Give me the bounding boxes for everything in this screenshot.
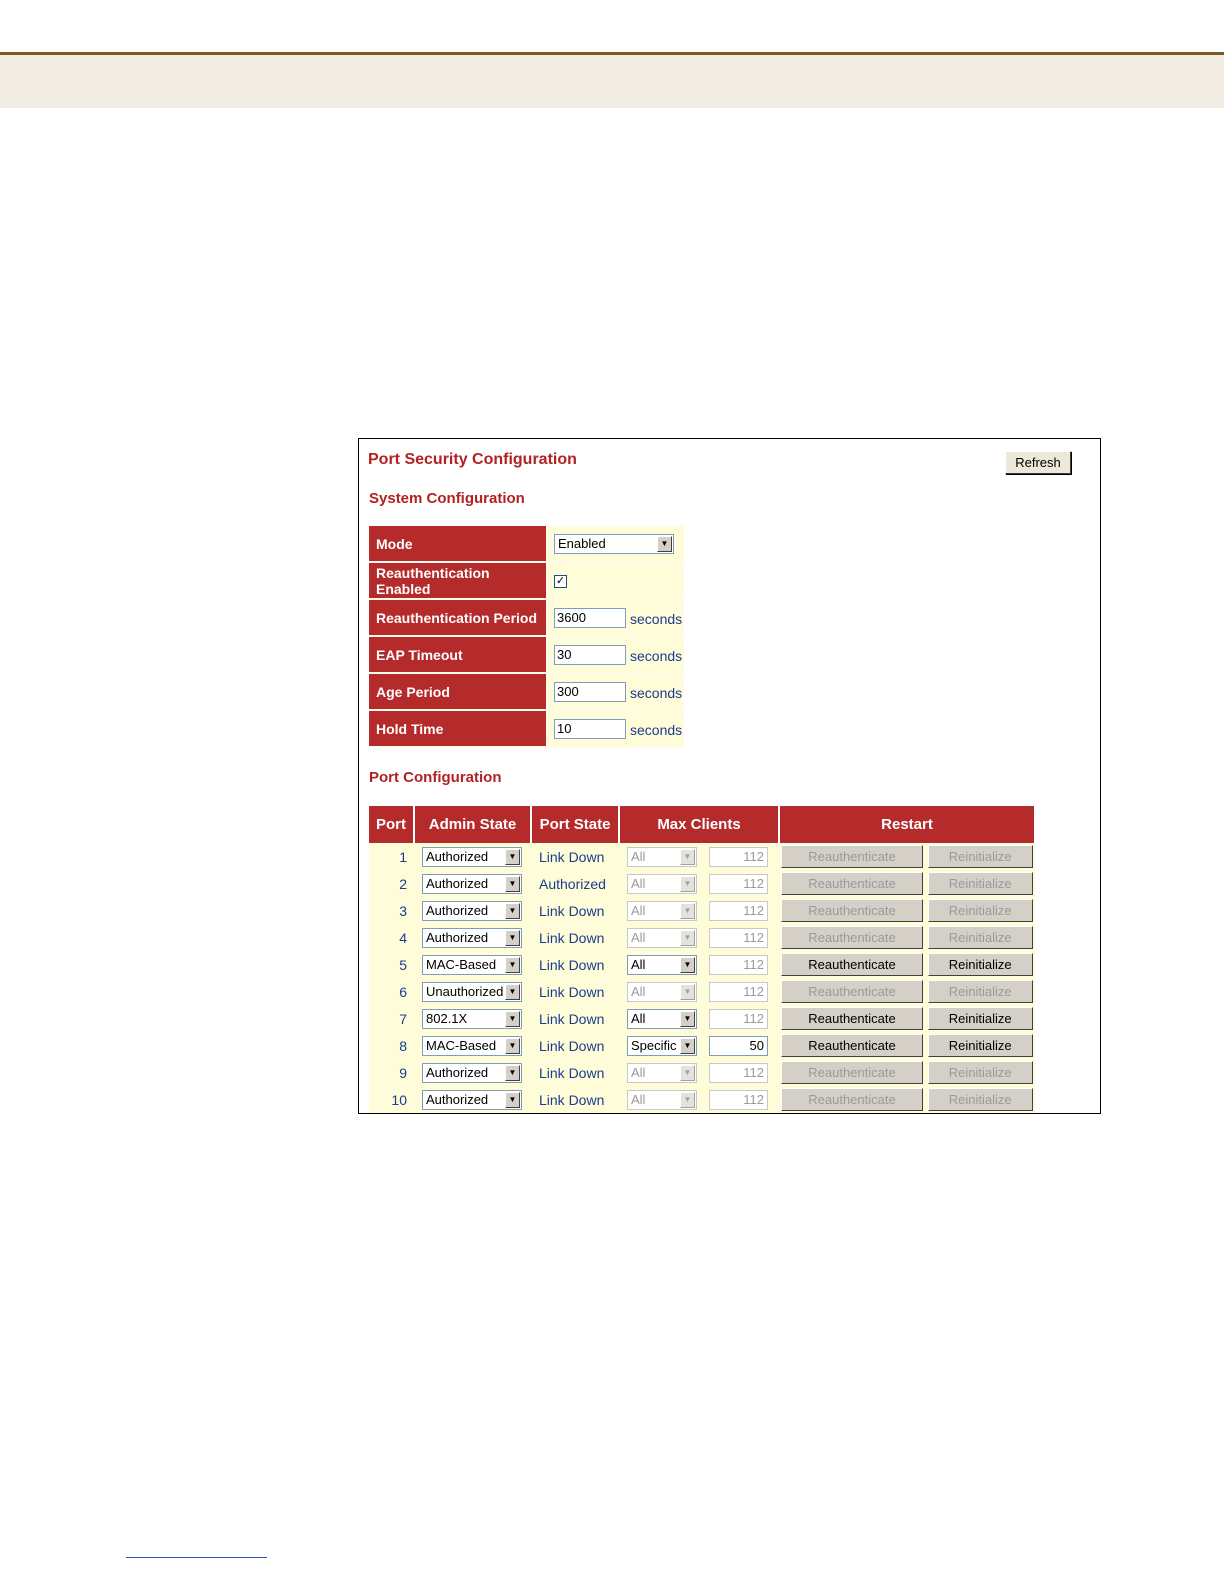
reauth-period-row xyxy=(369,599,684,636)
max-clients-count-input[interactable]: 112 xyxy=(709,874,768,894)
col-restart: Restart xyxy=(779,806,1035,843)
chevron-down-icon: ▼ xyxy=(505,1011,520,1027)
eap-timeout-input[interactable]: 30 xyxy=(554,645,626,665)
port-state: Link Down xyxy=(531,1059,619,1086)
table-row xyxy=(369,924,1035,951)
reinitialize-button[interactable]: Reinitialize xyxy=(928,953,1033,976)
port-number: 1 xyxy=(369,843,414,870)
reauthenticate-button[interactable]: Reauthenticate xyxy=(781,845,923,868)
table-row xyxy=(369,1032,1035,1059)
chevron-down-icon: ▼ xyxy=(505,1092,520,1108)
table-row xyxy=(369,978,1035,1005)
port-number: 10 xyxy=(369,1086,414,1113)
chevron-down-icon: ▼ xyxy=(680,1038,695,1054)
eap-timeout-row xyxy=(369,636,684,673)
max-clients-count-input[interactable]: 112 xyxy=(709,901,768,921)
max-clients-select[interactable]: All ▼ xyxy=(627,1090,697,1110)
page-title: Port Security Configuration xyxy=(368,451,577,468)
col-admin-state: Admin State xyxy=(414,806,531,843)
chevron-down-icon: ▼ xyxy=(680,849,695,865)
reinitialize-button[interactable]: Reinitialize xyxy=(928,1034,1033,1057)
reauthenticate-button[interactable]: Reauthenticate xyxy=(781,926,923,949)
admin-state-select[interactable]: MAC-Based ▼ xyxy=(422,1036,522,1056)
admin-state-select[interactable]: Authorized ▼ xyxy=(422,901,522,921)
chevron-down-icon: ▼ xyxy=(680,1011,695,1027)
reinitialize-button[interactable]: Reinitialize xyxy=(928,1061,1033,1084)
chevron-down-icon: ▼ xyxy=(505,984,520,1000)
chevron-down-icon: ▼ xyxy=(657,536,672,552)
col-port-state: Port State xyxy=(531,806,619,843)
reinitialize-button[interactable]: Reinitialize xyxy=(928,1007,1033,1030)
max-clients-count-input[interactable]: 112 xyxy=(709,928,768,948)
max-clients-select[interactable]: All ▼ xyxy=(627,847,697,867)
reauthenticate-button[interactable]: Reauthenticate xyxy=(781,899,923,922)
reinitialize-button[interactable]: Reinitialize xyxy=(928,1088,1033,1111)
port-state: Link Down xyxy=(531,843,619,870)
chevron-down-icon: ▼ xyxy=(505,1038,520,1054)
port-state: Link Down xyxy=(531,951,619,978)
reauthenticate-button[interactable]: Reauthenticate xyxy=(781,1034,923,1057)
mode-label: Mode xyxy=(369,526,547,562)
hold-time-label: Hold Time xyxy=(369,710,547,747)
system-config-table xyxy=(369,526,684,748)
chevron-down-icon: ▼ xyxy=(680,876,695,892)
chevron-down-icon: ▼ xyxy=(505,849,520,865)
table-row xyxy=(369,951,1035,978)
port-state: Link Down xyxy=(531,1086,619,1113)
port-number: 3 xyxy=(369,897,414,924)
port-number: 2 xyxy=(369,870,414,897)
table-row xyxy=(369,870,1035,897)
reauthenticate-button[interactable]: Reauthenticate xyxy=(781,872,923,895)
max-clients-select[interactable]: All ▼ xyxy=(627,982,697,1002)
max-clients-select[interactable]: All ▼ xyxy=(627,1009,697,1029)
port-table-header xyxy=(369,806,1035,843)
hold-time-input[interactable]: 10 xyxy=(554,719,626,739)
reinitialize-button[interactable]: Reinitialize xyxy=(928,926,1033,949)
reauthenticate-button[interactable]: Reauthenticate xyxy=(781,1007,923,1030)
system-config-title: System Configuration xyxy=(369,490,525,507)
port-number: 9 xyxy=(369,1059,414,1086)
table-row xyxy=(369,897,1035,924)
max-clients-select[interactable]: All ▼ xyxy=(627,1063,697,1083)
max-clients-count-input[interactable]: 112 xyxy=(709,1090,768,1110)
reauth-period-input[interactable]: 3600 xyxy=(554,608,626,628)
chevron-down-icon: ▼ xyxy=(505,957,520,973)
reinitialize-button[interactable]: Reinitialize xyxy=(928,899,1033,922)
max-clients-count-input[interactable]: 112 xyxy=(709,1009,768,1029)
table-row xyxy=(369,1086,1035,1113)
reinitialize-button[interactable]: Reinitialize xyxy=(928,845,1033,868)
chevron-down-icon: ▼ xyxy=(680,903,695,919)
reinitialize-button[interactable]: Reinitialize xyxy=(928,872,1033,895)
table-row xyxy=(369,1059,1035,1086)
max-clients-count-input[interactable]: 112 xyxy=(709,982,768,1002)
reauth-enabled-label: Reauthentication Enabled xyxy=(369,562,547,599)
chevron-down-icon: ▼ xyxy=(680,930,695,946)
unit-label: seconds xyxy=(630,648,683,665)
port-state: Link Down xyxy=(531,978,619,1005)
chevron-down-icon: ▼ xyxy=(680,1065,695,1081)
footer-link-underline xyxy=(126,1557,267,1558)
max-clients-select[interactable]: All ▼ xyxy=(627,955,697,975)
hold-time-row xyxy=(369,710,684,747)
port-state: Link Down xyxy=(531,1032,619,1059)
admin-state-select[interactable]: 802.1X ▼ xyxy=(422,1009,522,1029)
reauthenticate-button[interactable]: Reauthenticate xyxy=(781,1061,923,1084)
mode-select[interactable]: Enabled ▼ xyxy=(554,534,674,554)
unit-label: seconds xyxy=(630,685,683,702)
admin-state-select[interactable]: Authorized ▼ xyxy=(422,874,522,894)
unit-label: seconds xyxy=(630,611,683,628)
admin-state-select[interactable]: Authorized ▼ xyxy=(422,847,522,867)
port-state: Link Down xyxy=(531,1005,619,1032)
port-state: Link Down xyxy=(531,924,619,951)
max-clients-count-input[interactable]: 112 xyxy=(709,955,768,975)
max-clients-count-input[interactable]: 112 xyxy=(709,1063,768,1083)
age-period-row xyxy=(369,673,684,710)
port-config-title: Port Configuration xyxy=(369,769,502,786)
port-number: 5 xyxy=(369,951,414,978)
chevron-down-icon: ▼ xyxy=(505,1065,520,1081)
age-period-label: Age Period xyxy=(369,673,547,710)
port-state: Link Down xyxy=(531,897,619,924)
table-row xyxy=(369,1005,1035,1032)
refresh-button[interactable]: Refresh xyxy=(1005,451,1071,474)
col-port: Port xyxy=(369,806,414,843)
port-number: 6 xyxy=(369,978,414,1005)
reauth-period-label: Reauthentication Period xyxy=(369,599,547,636)
chevron-down-icon: ▼ xyxy=(680,984,695,1000)
col-max-clients: Max Clients xyxy=(619,806,779,843)
chevron-down-icon: ▼ xyxy=(505,903,520,919)
port-security-panel xyxy=(358,438,1101,1114)
port-config-table xyxy=(369,806,1036,1113)
chevron-down-icon: ▼ xyxy=(680,1092,695,1108)
port-number: 4 xyxy=(369,924,414,951)
port-state: Authorized xyxy=(531,870,619,897)
reinitialize-button[interactable]: Reinitialize xyxy=(928,980,1033,1003)
reauthenticate-button[interactable]: Reauthenticate xyxy=(781,953,923,976)
reauthenticate-button[interactable]: Reauthenticate xyxy=(781,1088,923,1111)
port-number: 7 xyxy=(369,1005,414,1032)
reauth-enabled-row xyxy=(369,562,684,599)
admin-state-select[interactable]: Authorized ▼ xyxy=(422,928,522,948)
admin-state-select[interactable]: MAC-Based ▼ xyxy=(422,955,522,975)
admin-state-select[interactable]: Authorized ▼ xyxy=(422,1063,522,1083)
mode-row xyxy=(369,526,684,562)
eap-timeout-label: EAP Timeout xyxy=(369,636,547,673)
table-row xyxy=(369,843,1035,870)
chevron-down-icon: ▼ xyxy=(505,930,520,946)
max-clients-select[interactable]: All ▼ xyxy=(627,874,697,894)
admin-state-select[interactable]: Unauthorized ▼ xyxy=(422,982,522,1002)
header-band xyxy=(0,55,1224,108)
chevron-down-icon: ▼ xyxy=(505,876,520,892)
max-clients-count-input[interactable]: 112 xyxy=(709,847,768,867)
max-clients-count-input[interactable]: 50 xyxy=(709,1036,768,1056)
chevron-down-icon: ▼ xyxy=(680,957,695,973)
port-number: 8 xyxy=(369,1032,414,1059)
admin-state-select[interactable]: Authorized ▼ xyxy=(422,1090,522,1110)
reauth-enabled-checkbox[interactable]: ✓ xyxy=(555,575,566,588)
max-clients-select[interactable]: Specific ▼ xyxy=(627,1036,697,1056)
reauthenticate-button[interactable]: Reauthenticate xyxy=(781,980,923,1003)
max-clients-select[interactable]: All ▼ xyxy=(627,901,697,921)
age-period-input[interactable]: 300 xyxy=(554,682,626,702)
unit-label: seconds xyxy=(630,722,683,739)
max-clients-select[interactable]: All ▼ xyxy=(627,928,697,948)
